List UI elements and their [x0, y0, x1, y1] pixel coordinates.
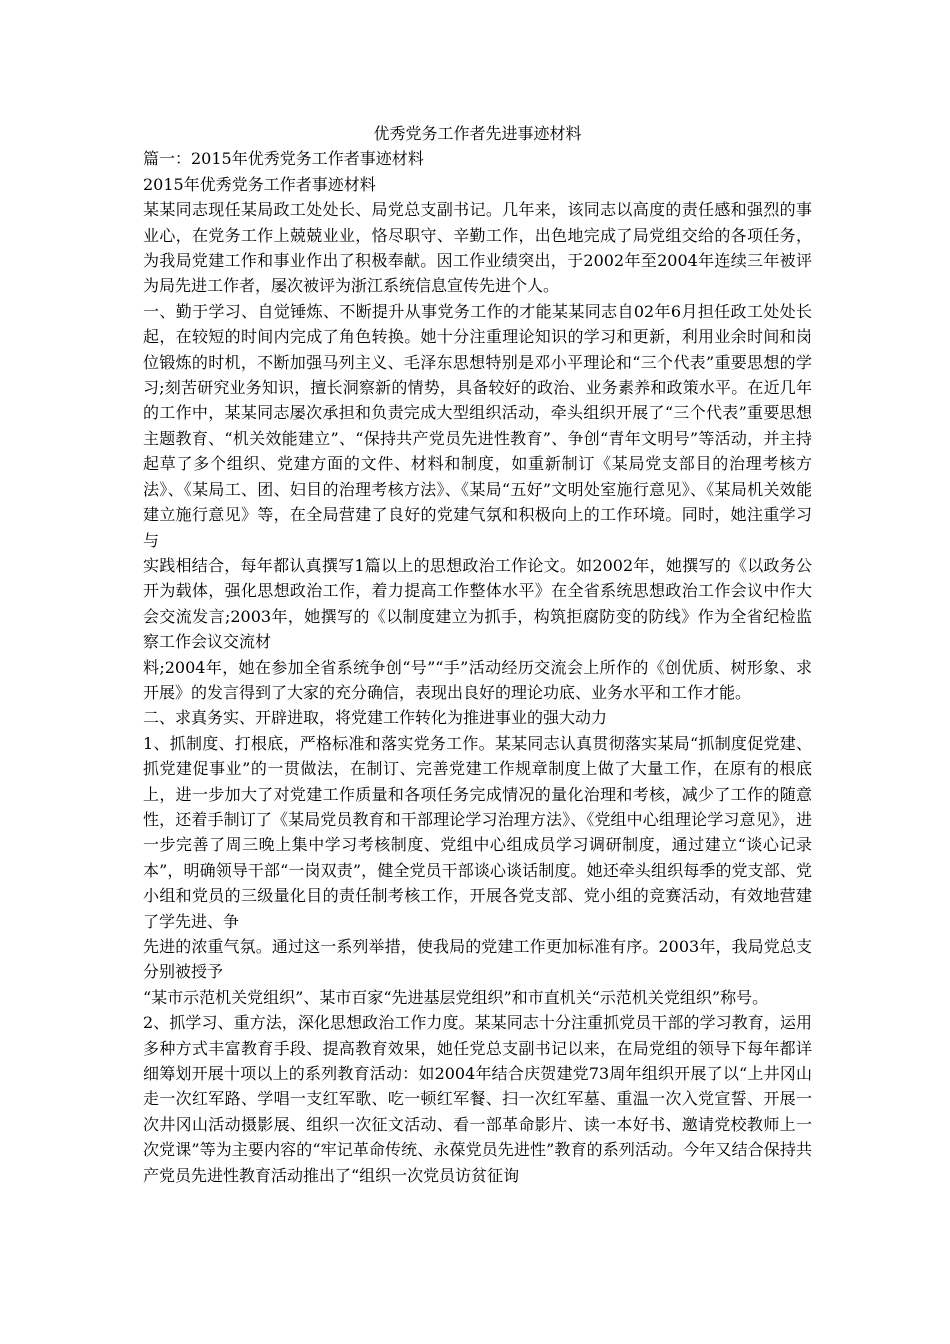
- paragraph-item-one: 1、抓制度、打根底，严格标准和落实党务工作。某某同志认真贯彻落实某局“抓制度促党建、抓党建促事业”的一贯做法，在制订、完善党建工作规章制度上做了大量工作，在原有的根底上，进一步加大了对党建工作质量和各项任务完成情况的量化治理和考核，减少了工作的随意性，还着手制订了《某局党员教育和干部理论学习治理方法》、《党组中心组理论学习意见》，进一步完善了周三晚上集中学习考核制度、党组中心组成员学习调研制度，通过建立“谈心记录本”，明确领导干部“一岗双责”，健全党员干部谈心谈话制度。她还牵头组织每季的党支部、党小组和党员的三级量化目的责任制考核工作，开展各党支部、党小组的竞赛活动，有效地营建了学先进、争: [143, 733, 812, 931]
- paragraph-item-one-honors: “某市示范机关党组织”、某市百家“先进基层党组织”和市直机关“示范机关党组织”称号。: [143, 987, 769, 1007]
- document-body: [143, 121, 812, 1188]
- paragraph-section-one: 一、勤于学习、自觉锤炼、不断提升从事党务工作的才能某某同志自02年6月担任政工处处长起，在较短的时间内完成了角色转换。她十分注重理论知识的学习和更新，利用业余时间和岗位锻炼的时机，不断加强马列主义、毛泽东思想特别是邓小平理论和“三个代表”重要思想的学习;刻苦研究业务知识，擅长洞察新的情势，具备较好的政治、业务素养和政策水平。在近几年的工作中，某某同志屡次承担和负责完成大型组织活动，牵头组织开展了“三个代表”重要思想主题教育、“机关效能建立”、“保持共产党员先进性教育”、争创“青年文明号”等活动，并主持起草了多个组织、党建方面的文件、材料和制度，如重新制订《某局党支部目的治理考核方法》、《某局工、团、妇目的治理考核方法》、《某局“五好”文明处室施行意见》、《某局机关效能建立施行意见》等，在全局营建了良好的党建气氛和积极向上的工作环境。同时，她注重学习与: [143, 301, 812, 550]
- document-title: 优秀党务工作者先进事迹材料: [373, 124, 582, 143]
- paragraph-item-two: 2、抓学习、重方法，深化思想政治工作力度。某某同志十分注重抓党员干部的学习教育，运用多种方式丰富教育手段、提高教育效果，她任党总支副书记以来，在局党组的领导下每年都详细筹划开展十项以上的系列教育活动：如2004年结合庆贺建党73周年组织开展了以“上井冈山走一次红军路、学唱一支红军歌、吃一顿红军餐、扫一次红军墓、重温一次入党宣誓、开展一次井冈山活动摄影展、组织一次征文活动、看一部革命影片、读一本好书、邀请党校教师上一次党课”等为主要内容的“牢记革命传统、永葆党员先进性”教育的系列活动。今年又结合保持共产党员先进性教育活动推出了“组织一次党员访贫征询: [143, 1013, 812, 1185]
- paragraph-section-two-heading: 二、求真务实、开辟进取，将党建工作转化为推进事业的强大动力: [143, 708, 608, 728]
- paragraph-item-one-continued: 先进的浓重气氛。通过这一系列举措，使我局的党建工作更加标准有序。2003年，我局党总支分别被授予: [143, 937, 812, 982]
- paragraph-section-one-end: 料;2004年，她在参加全省系统争创“号”“手”活动经历交流会上所作的《创优质、树形象、求开展》的发言得到了大家的充分确信，表现出良好的理论功底、业务水平和工作才能。: [143, 657, 812, 702]
- article-heading: 2015年优秀党务工作者事迹材料: [143, 174, 376, 194]
- paragraph-intro: 某某同志现任某局政工处处长、局党总支副书记。几年来，该同志以高度的责任感和强烈的事业心，在党务工作上兢兢业业，恪尽职守、辛勤工作，出色地完成了局党组交给的各项任务，为我局党建工作和事业作出了积极奉献。因工作业绩突出，于2002年至2004年连续三年被评为局先进工作者，屡次被评为浙江系统信息宣传先进个人。: [143, 200, 812, 296]
- paragraph-section-one-continued: 实践相结合，每年都认真撰写1篇以上的思想政治工作论文。如2002年，她撰写的《以政务公开为载体，强化思想政治工作，着力提高工作整体水平》在全省系统思想政治工作会议中作大会交流发言;2003年，她撰写的《以制度建立为抓手，构筑拒腐防变的防线》作为全省纪检监察工作会议交流材: [143, 555, 812, 652]
- section-heading: 篇一：2015年优秀党务工作者事迹材料: [143, 149, 424, 169]
